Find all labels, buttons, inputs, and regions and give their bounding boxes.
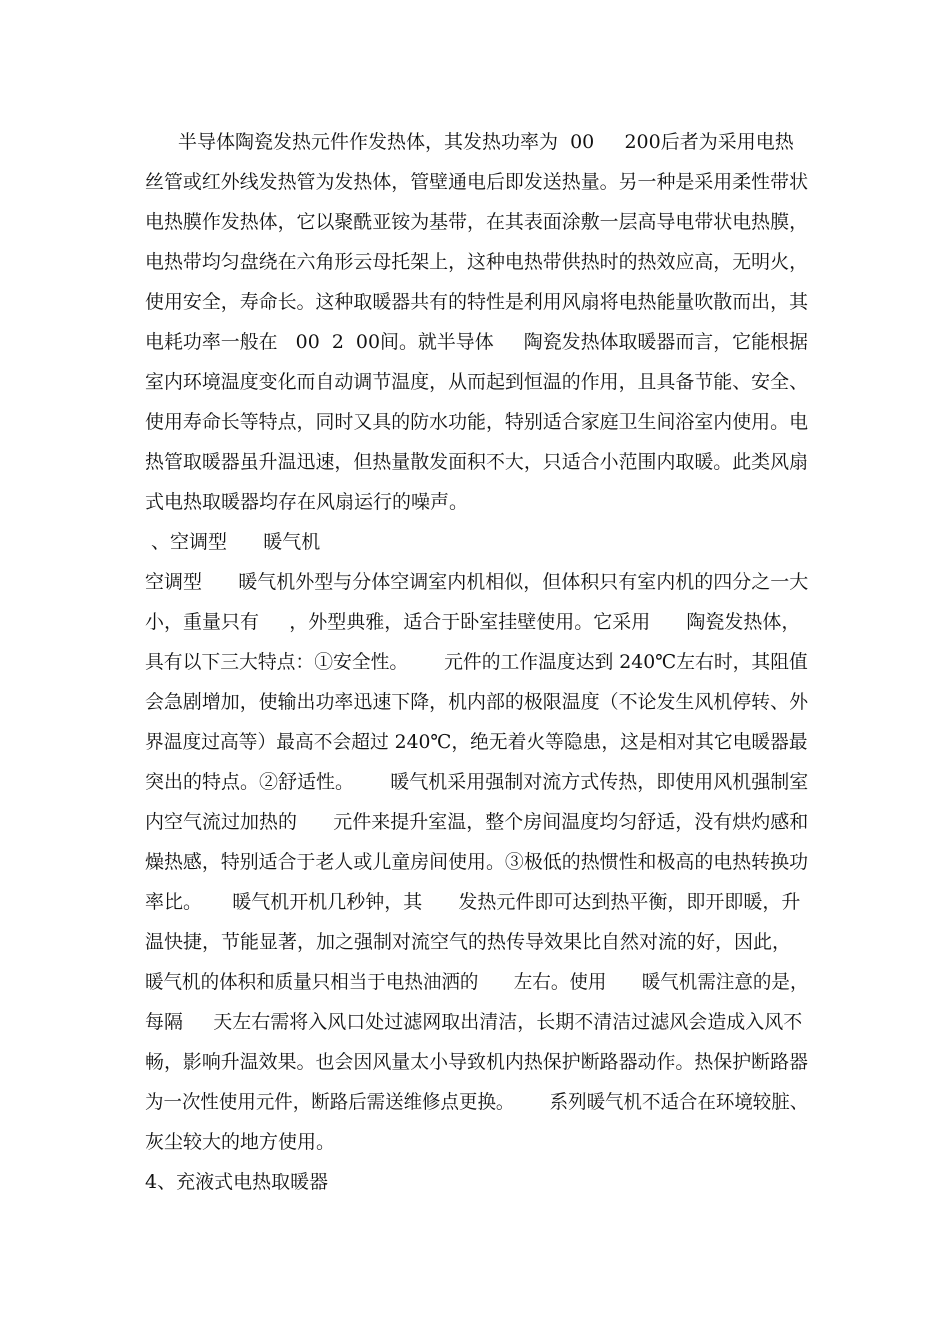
text-line-13: 小，重量只有 ，外型典雅，适合于卧室挂壁使用。它采用 陶瓷发热体，: [145, 611, 801, 633]
text-line-4: 电热带均匀盘绕在六角形云母托架上，这种电热带供热时的热效应高，无明火，: [145, 251, 809, 273]
text-line-22: 暖气机的体积和质量只相当于电热油洒的 左右。使用 暖气机需注意的是，: [145, 971, 809, 993]
text-line-9: 热管取暖器虽升温迅速，但热量散发面积不大，只适合小范围内取暖。此类风扇: [145, 451, 809, 473]
text-line-16: 界温度过高等）最高不会超过 240℃，绝无着火等隐患，这是相对其它电暖器最: [145, 731, 808, 753]
text-line-3: 电热膜作发热体，它以聚酰亚铵为基带，在其表面涂敷一层高导电带状电热膜，: [145, 211, 809, 233]
text-line-19: 燥热感，特别适合于老人或儿童房间使用。③极低的热惯性和极高的电热转换功: [145, 851, 809, 873]
section-heading-3: 、空调型 暖气机: [145, 531, 321, 553]
text-line-18: 内空气流过加热的 元件来提升室温，整个房间温度均匀舒适，没有烘灼感和: [145, 811, 809, 833]
text-line-17: 突出的特点。②舒适性。 暖气机采用强制对流方式传热，即使用风机强制室: [145, 771, 809, 793]
text-line-25: 为一次性使用元件，断路后需送维修点更换。 系列暖气机不适合在环境较脏、: [145, 1091, 809, 1113]
text-line-20: 率比。 暖气机开机几秒钟，其 发热元件即可达到热平衡，即开即暖，升: [145, 891, 801, 913]
text-line-24: 畅，影响升温效果。也会因风量太小导致机内热保护断路器动作。热保护断路器: [145, 1051, 809, 1073]
text-line-26: 灰尘较大的地方使用。: [145, 1131, 336, 1153]
text-line-21: 温快捷，节能显著，加之强制对流空气的热传导效果比自然对流的好，因此，: [145, 931, 792, 953]
text-line-15: 会急剧增加，使输出功率迅速下降，机内部的极限温度（不论发生风机停转、外: [145, 691, 809, 713]
text-line-2: 丝管或红外线发热管为发热体，管壁通电后即发送热量。另一种是采用柔性带状: [145, 171, 809, 193]
text-line-23: 每隔 天左右需将入风口处过滤网取出清洁，长期不清洁过滤风会造成入风不: [145, 1011, 803, 1033]
text-line-6: 电耗功率一般在 00 2 00间。就半导体 陶瓷发热体取暖器而言，它能根据: [145, 331, 808, 353]
section-heading-4: 4、充液式电热取暖器: [145, 1171, 329, 1193]
text-line-10: 式电热取暖器均存在风扇运行的噪声。: [145, 491, 469, 513]
text-line-12: 空调型 暖气机外型与分体空调室内机相似，但体积只有室内机的四分之一大: [145, 571, 809, 593]
text-line-8: 使用寿命长等特点，同时又具的防水功能，特别适合家庭卫生间浴室内使用。电: [145, 411, 809, 433]
text-line-5: 使用安全，寿命长。这种取暖器共有的特性是利用风扇将电热能量吹散而出，其: [145, 291, 809, 313]
text-line-7: 室内环境温度变化而自动调节温度，从而起到恒温的作用，且具备节能、安全、: [145, 371, 809, 393]
text-line-14: 具有以下三大特点：①安全性。 元件的工作温度达到 240℃左右时，其阻值: [145, 651, 808, 673]
text-line-1: 半导体陶瓷发热元件作发热体，其发热功率为 00 200后者为采用电热: [178, 131, 794, 153]
